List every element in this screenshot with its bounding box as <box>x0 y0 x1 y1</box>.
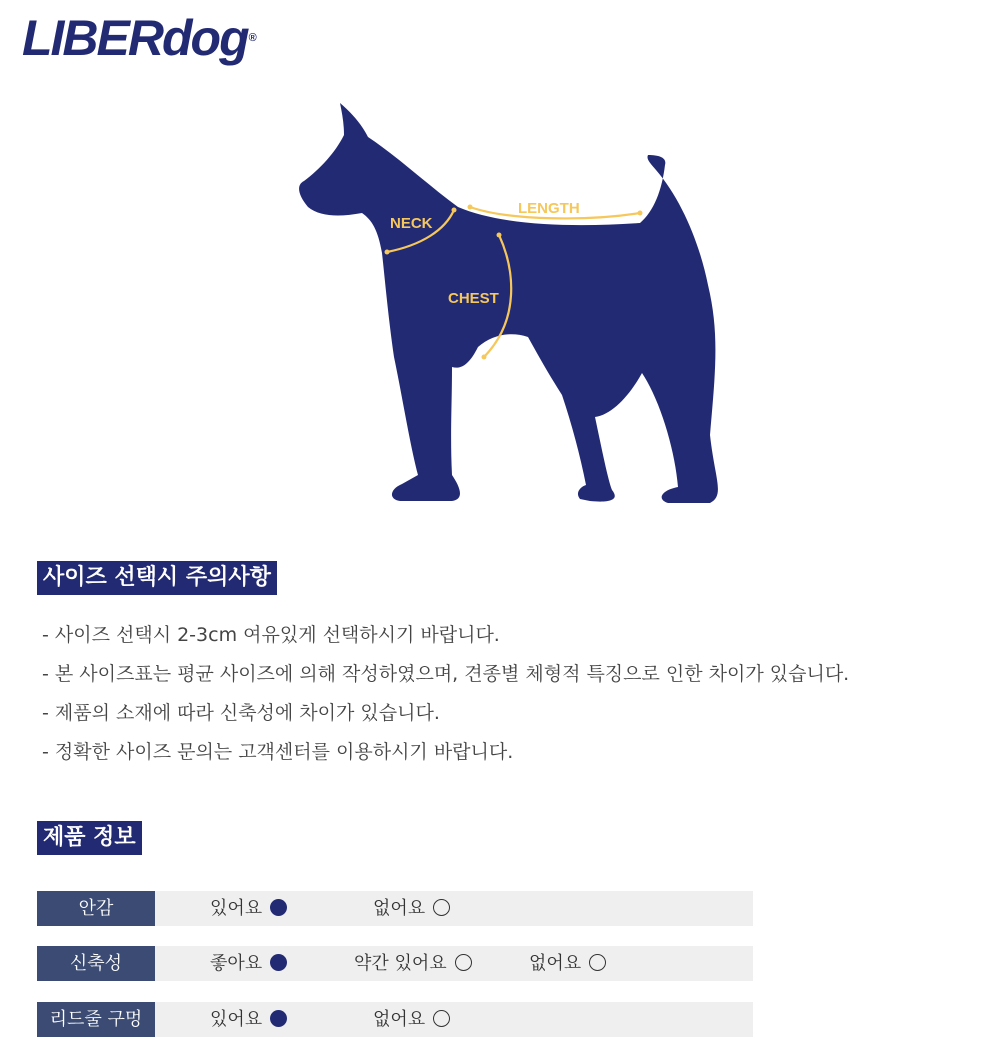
neck-label: NECK <box>390 215 433 232</box>
registered-mark: ® <box>248 32 257 44</box>
info-row-label: 신축성 <box>37 946 155 981</box>
filled-circle-icon <box>270 1010 287 1027</box>
notice-section-title: 사이즈 선택시 주의사항 <box>37 561 277 595</box>
neck-measure-point <box>452 208 457 213</box>
brand-logo <box>22 8 257 68</box>
empty-circle-icon <box>433 1010 450 1027</box>
option-text: 없어요 <box>373 898 426 919</box>
option-text: 있어요 <box>210 898 263 919</box>
product-info-section-title: 제품 정보 <box>37 821 142 855</box>
info-row-leash-hole <box>37 1002 753 1037</box>
length-measure-point <box>638 211 643 216</box>
option-text: 없어요 <box>529 953 582 974</box>
length-label: LENGTH <box>518 200 580 217</box>
option-stretch-none <box>529 946 606 981</box>
option-leash-hole-yes <box>210 1002 287 1037</box>
dog-silhouette <box>299 103 718 503</box>
option-text: 있어요 <box>210 1009 263 1030</box>
option-text: 좋아요 <box>210 953 263 974</box>
info-row-label: 안감 <box>37 891 155 926</box>
notice-item: - 사이즈 선택시 2-3cm 여유있게 선택하시기 바랍니다. <box>42 624 500 646</box>
length-measure-point <box>468 205 473 210</box>
filled-circle-icon <box>270 954 287 971</box>
chest-measure-point <box>497 233 502 238</box>
option-text: 없어요 <box>373 1009 426 1030</box>
info-row-label: 리드줄 구멍 <box>37 1002 155 1037</box>
filled-circle-icon <box>270 899 287 916</box>
notice-item: - 정확한 사이즈 문의는 고객센터를 이용하시기 바랍니다. <box>42 741 514 763</box>
neck-measure-point <box>385 250 390 255</box>
option-text: 약간 있어요 <box>354 953 447 974</box>
notice-item: - 본 사이즈표는 평균 사이즈에 의해 작성하였으며, 견종별 체형적 특징으로 인한 차이가 있습니다. <box>42 663 850 685</box>
option-stretch-some <box>354 946 472 981</box>
option-leash-hole-no <box>373 1002 450 1037</box>
info-row-stretch <box>37 946 753 981</box>
option-stretch-good <box>210 946 287 981</box>
chest-measure-point <box>482 355 487 360</box>
dog-measurement-diagram <box>290 95 730 515</box>
empty-circle-icon <box>455 954 472 971</box>
chest-label: CHEST <box>448 290 499 307</box>
option-lining-yes <box>210 891 287 926</box>
brand-name: LIBERdog <box>22 10 248 66</box>
info-row-lining <box>37 891 753 926</box>
notice-list <box>42 620 849 776</box>
empty-circle-icon <box>433 899 450 916</box>
option-lining-no <box>373 891 450 926</box>
empty-circle-icon <box>589 954 606 971</box>
notice-item: - 제품의 소재에 따라 신축성에 차이가 있습니다. <box>42 702 440 724</box>
